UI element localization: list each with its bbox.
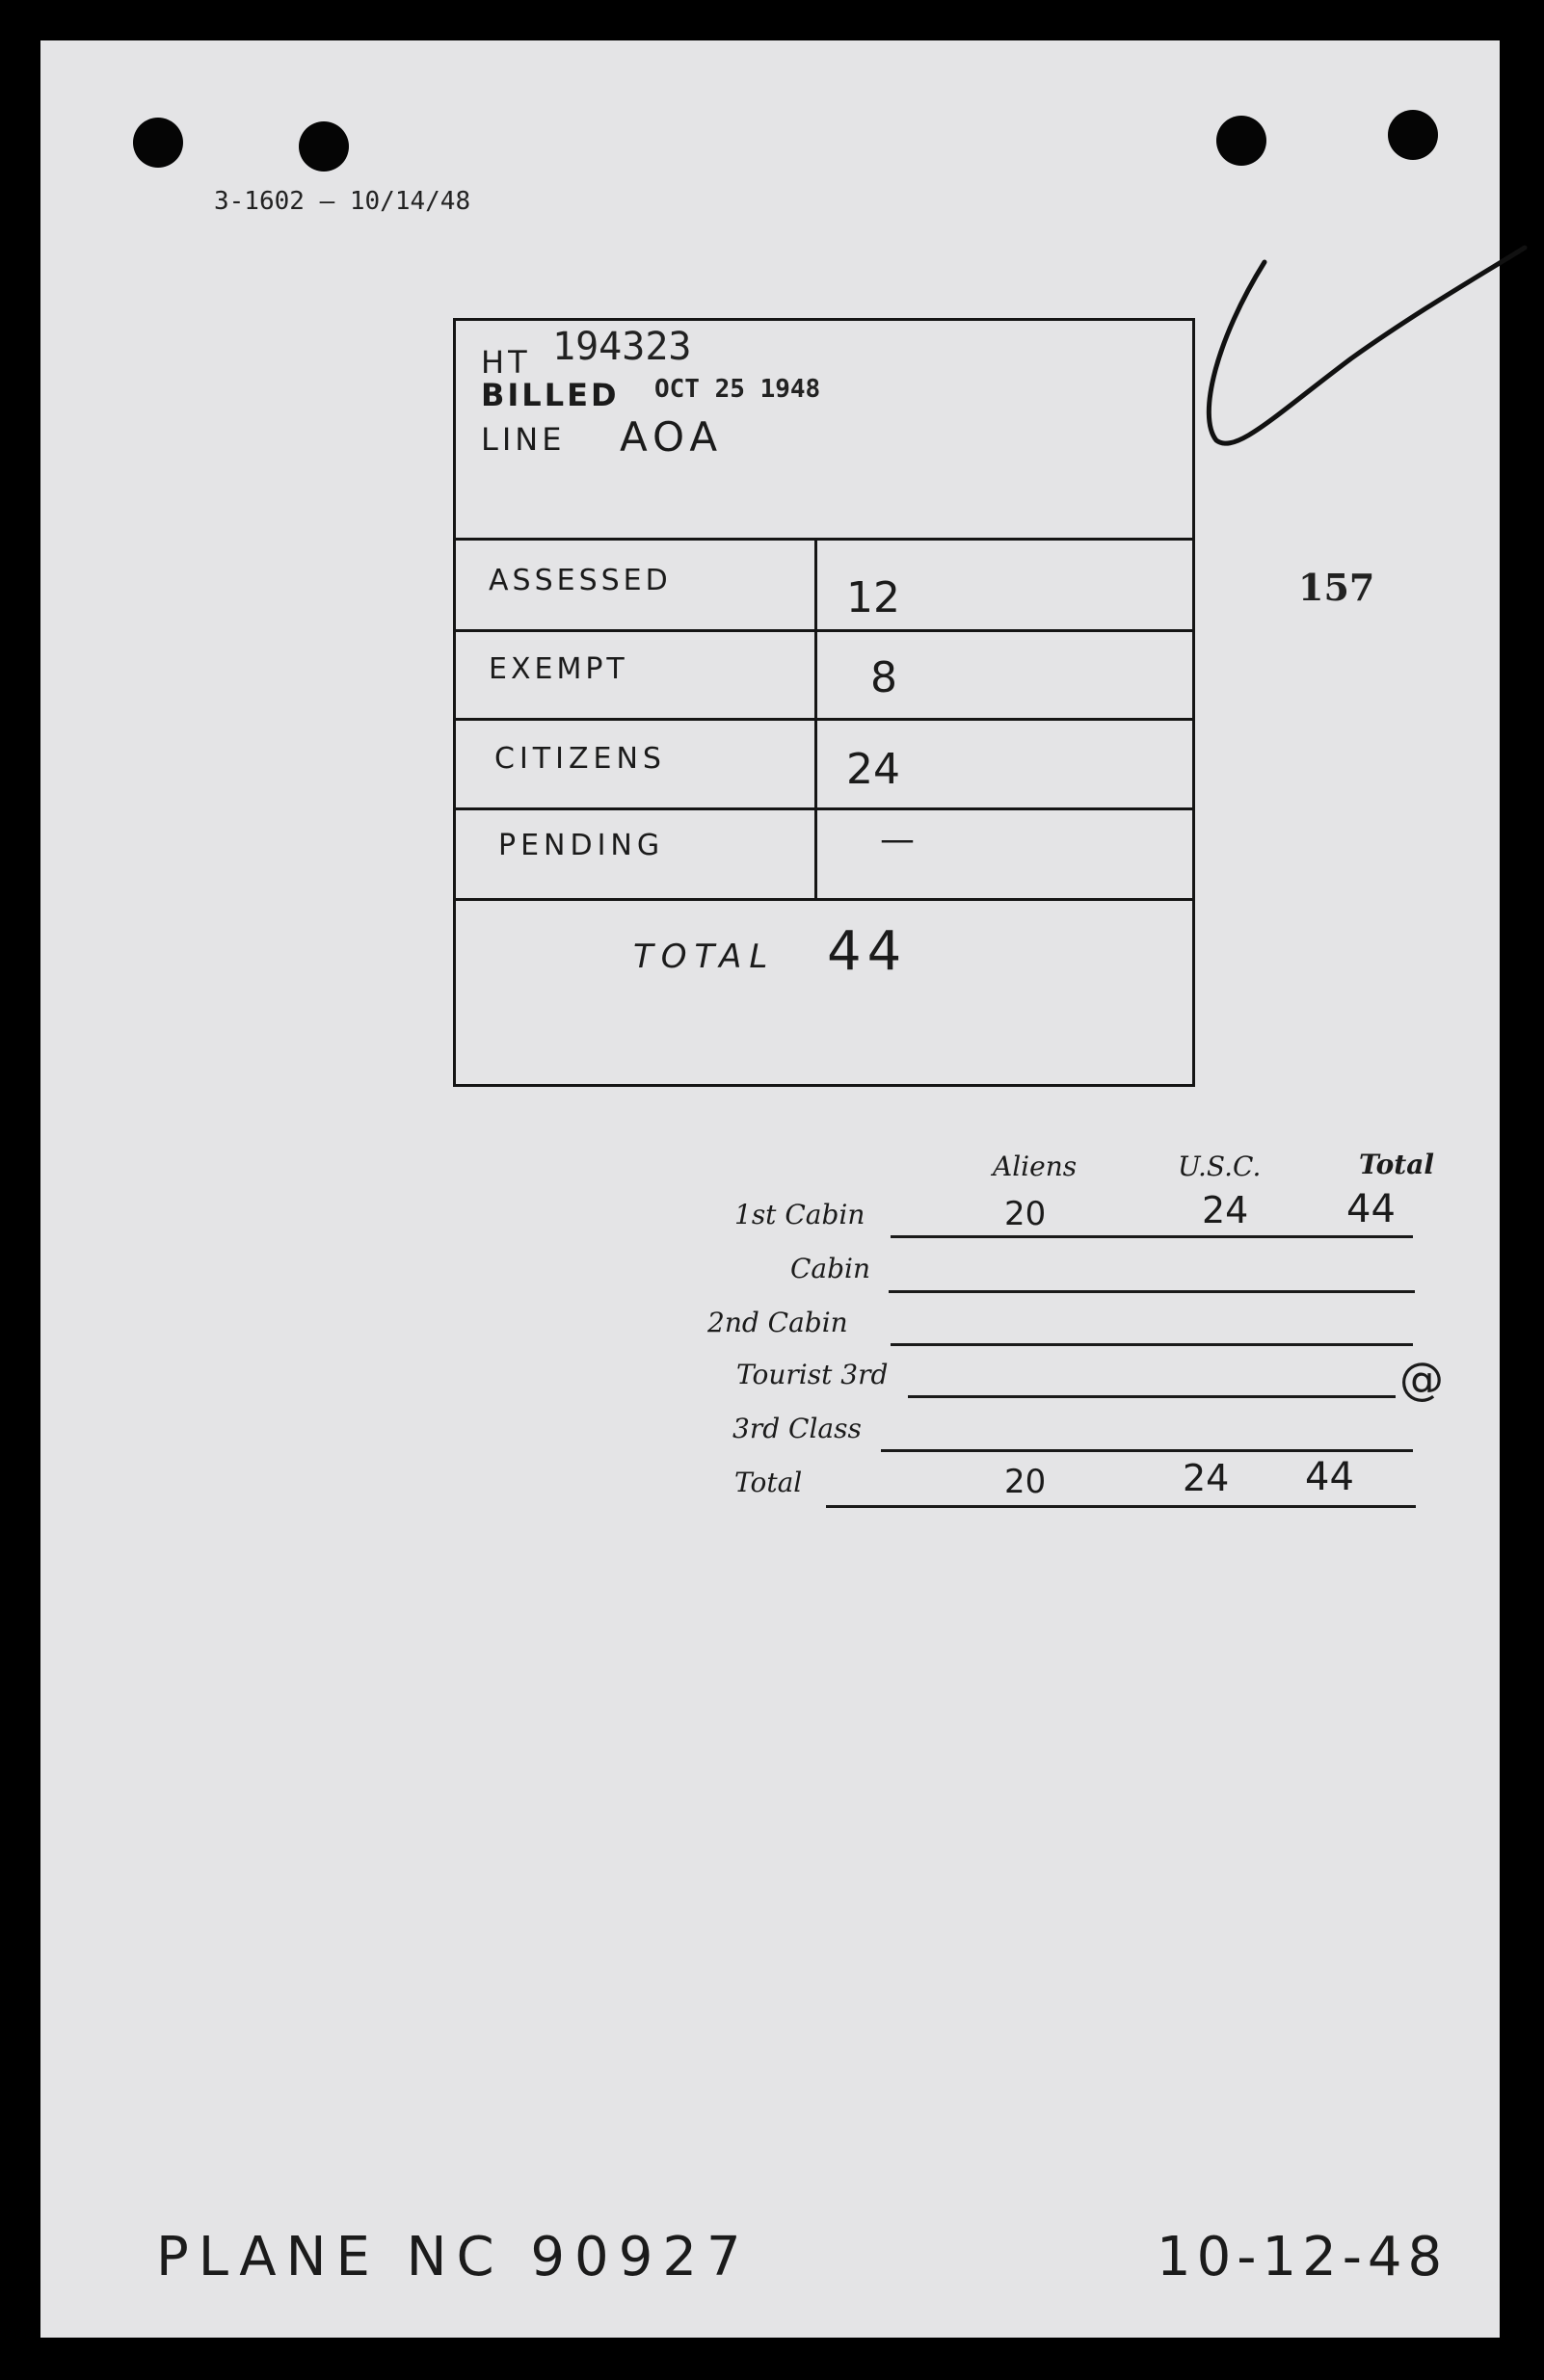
header-aliens: Aliens (993, 1150, 1078, 1182)
row-label-citizens: CITIZENS (494, 742, 666, 776)
total-label: TOTAL (633, 938, 776, 976)
row-label-exempt: EXEMPT (489, 652, 628, 686)
check-mark-icon (1178, 224, 1544, 474)
row-value-exempt: 8 (870, 653, 897, 702)
row-label-pending: PENDING (498, 829, 665, 862)
1st-cabin-aliens: 20 (1004, 1195, 1047, 1233)
row-label-3rd-class: 3rd Class (732, 1413, 862, 1444)
billed-label: BILLED (481, 377, 620, 413)
stamp-box (453, 318, 1195, 1087)
line-value: AOA (620, 413, 724, 461)
ht-label: HT (481, 344, 531, 381)
plane-note: PLANE NC 90927 (156, 2226, 751, 2288)
header-total: Total (1359, 1149, 1435, 1180)
row-label-2nd-cabin: 2nd Cabin (707, 1307, 848, 1338)
row-value-pending: — (880, 820, 915, 859)
row-label-total: Total (734, 1467, 803, 1498)
stamp-number: 194323 (552, 325, 692, 369)
row-label-cabin: Cabin (790, 1253, 871, 1284)
punch-hole-left-2 (299, 121, 349, 172)
date-note: 10-12-48 (1157, 2226, 1449, 2288)
total-value: 44 (827, 920, 908, 983)
row-label-tourist-3rd: Tourist 3rd (736, 1359, 889, 1390)
total-usc: 24 (1183, 1457, 1230, 1499)
1st-cabin-usc: 24 (1202, 1189, 1249, 1231)
margin-mark: @ (1399, 1353, 1444, 1405)
punch-hole-right-2 (1388, 110, 1438, 160)
document-page (40, 40, 1500, 2338)
total-aliens: 20 (1004, 1463, 1047, 1501)
row-label-assessed: ASSESSED (489, 564, 672, 597)
row-value-assessed: 12 (846, 573, 900, 622)
header-usc: U.S.C. (1178, 1150, 1262, 1182)
row-label-1st-cabin: 1st Cabin (734, 1199, 865, 1230)
punch-hole-right-1 (1216, 116, 1266, 166)
total-total: 44 (1305, 1455, 1354, 1499)
billed-date: OCT 25 1948 (654, 375, 821, 404)
page-number: 157 (1298, 566, 1375, 609)
row-value-citizens: 24 (846, 745, 900, 794)
line-label: LINE (481, 421, 566, 458)
form-reference: 3-1602 — 10/14/48 (214, 187, 471, 216)
punch-hole-left-1 (133, 118, 183, 168)
1st-cabin-total: 44 (1346, 1187, 1396, 1231)
